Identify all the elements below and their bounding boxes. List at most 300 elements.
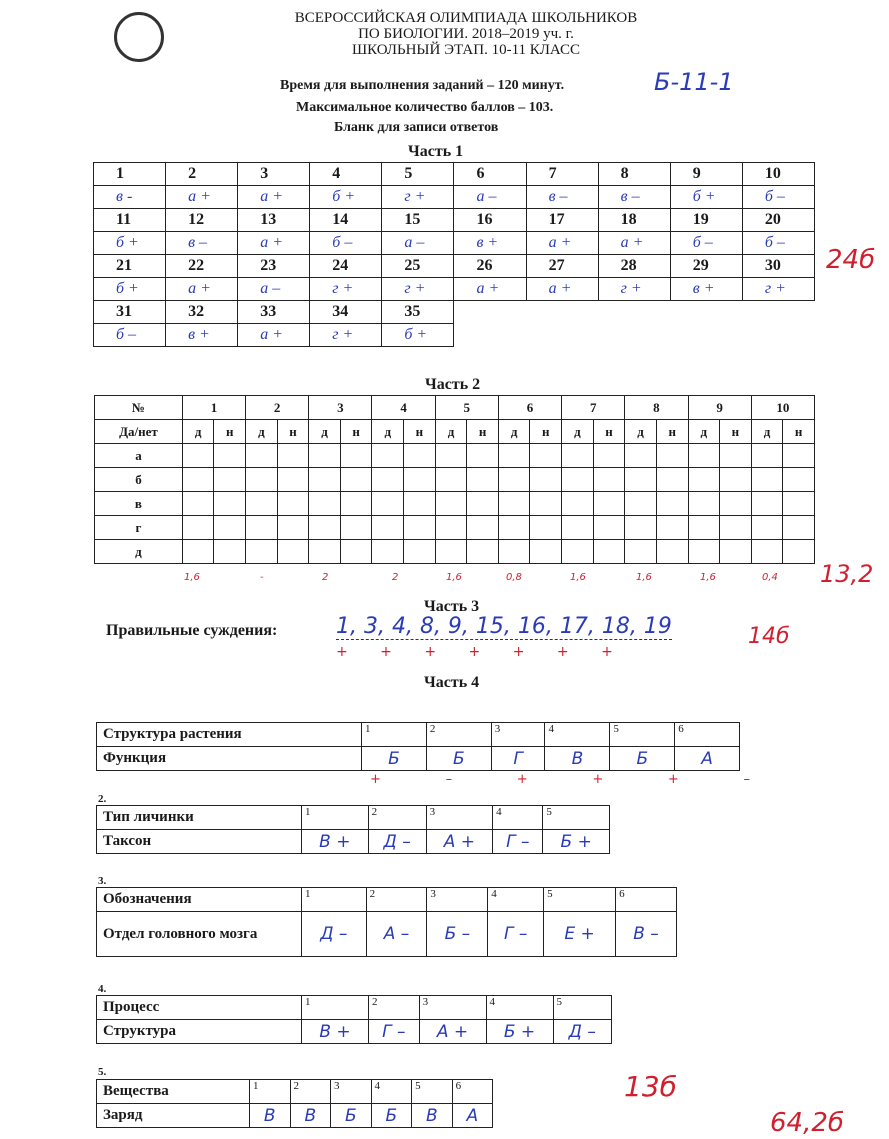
answer-cell: а +	[598, 232, 670, 255]
mark: –	[445, 772, 453, 787]
mark-cell	[372, 516, 404, 540]
no-col: н	[340, 420, 372, 444]
answer-cell: Б +	[543, 830, 610, 854]
answer-cell: Д –	[302, 912, 367, 957]
mark-cell	[214, 468, 246, 492]
num-cell: 5	[412, 1080, 453, 1104]
col-header: 1	[182, 396, 245, 420]
answer-cell: В +	[302, 1020, 369, 1044]
q-num: 30	[742, 255, 814, 278]
mark-cell	[340, 492, 372, 516]
answer-cell: Б	[426, 747, 491, 771]
q-num: 7	[526, 163, 598, 186]
mark-cell	[625, 468, 657, 492]
mark-cell	[562, 516, 594, 540]
mark-cell	[404, 516, 436, 540]
mark-cell	[309, 468, 341, 492]
part3-title: Часть 3	[424, 598, 480, 615]
q-num: 17	[526, 209, 598, 232]
answer-cell: б +	[382, 324, 454, 347]
num-cell: 3	[419, 996, 486, 1020]
num-cell: 1	[362, 723, 427, 747]
mark-cell	[562, 540, 594, 564]
mark-cell	[246, 468, 278, 492]
part3-label: Правильные суждения:	[106, 622, 278, 639]
score: 0,4	[762, 572, 778, 583]
grand-total: 64,2б	[770, 1108, 844, 1138]
mark-cell	[246, 492, 278, 516]
mark-cell	[246, 540, 278, 564]
mark-cell	[404, 540, 436, 564]
max-score: Максимальное количество баллов – 103.	[296, 100, 554, 115]
answer-cell: а +	[238, 186, 310, 209]
num-cell: 3	[426, 806, 493, 830]
yes-col: д	[372, 420, 404, 444]
q-num: 22	[166, 255, 238, 278]
no-col: н	[214, 420, 246, 444]
row-label: Заряд	[97, 1104, 250, 1128]
mark-cell	[720, 468, 752, 492]
q-num: 18	[598, 209, 670, 232]
q-num: 4	[310, 163, 382, 186]
mark-cell	[593, 444, 625, 468]
answer-cell: а +	[166, 186, 238, 209]
mark-cell	[182, 540, 214, 564]
mark-cell	[720, 444, 752, 468]
answer-cell: в +	[670, 278, 742, 301]
mark-cell	[182, 516, 214, 540]
num-cell: 6	[675, 723, 740, 747]
task-index: 3.	[98, 875, 107, 887]
row-label: Процесс	[97, 996, 302, 1020]
part4-task-table	[96, 1079, 493, 1128]
mark-cell	[656, 468, 688, 492]
row-label: в	[95, 492, 183, 516]
answer-cell: Г –	[369, 1020, 420, 1044]
num-cell: 4	[486, 996, 553, 1020]
answer-cell: А +	[419, 1020, 486, 1044]
col-header: 6	[498, 396, 561, 420]
answer-cell: а +	[238, 232, 310, 255]
answer-cell: а –	[454, 186, 526, 209]
col-header: 3	[309, 396, 372, 420]
mark-cell	[656, 540, 688, 564]
q-num: 5	[382, 163, 454, 186]
answer-cell: б +	[670, 186, 742, 209]
answer-cell: а +	[526, 232, 598, 255]
num-cell: 3	[331, 1080, 372, 1104]
answer-cell: а +	[526, 278, 598, 301]
mark-cell	[404, 492, 436, 516]
col-header: 2	[246, 396, 309, 420]
score: 1,6	[700, 572, 716, 583]
yes-col: д	[562, 420, 594, 444]
score: 0,8	[506, 572, 522, 583]
num-cell: 2	[426, 723, 491, 747]
q-num: 27	[526, 255, 598, 278]
num-cell: 2	[369, 996, 420, 1020]
mark-cell	[246, 444, 278, 468]
answer-cell: б –	[310, 232, 382, 255]
mark-cell	[751, 516, 783, 540]
mark: +	[667, 772, 679, 787]
num-cell: 2	[290, 1080, 331, 1104]
num-cell: 3	[427, 888, 488, 912]
q-num: 28	[598, 255, 670, 278]
score: 2	[392, 572, 399, 583]
answer-cell: в -	[94, 186, 166, 209]
task-index: 2.	[98, 793, 107, 805]
no-col: н	[593, 420, 625, 444]
yn-header: Да/нет	[95, 420, 183, 444]
mark-cell	[277, 516, 309, 540]
num-cell: 6	[616, 888, 677, 912]
answer-cell: Г –	[493, 830, 543, 854]
header-title: ВСЕРОССИЙСКАЯ ОЛИМПИАДА ШКОЛЬНИКОВ ПО БИОЛОГИИ. 2018–2019 уч. г. ШКОЛЬНЫЙ ЭТАП. 10-11 КЛАСС	[294, 10, 638, 58]
answer-sheet-title: Бланк для записи ответов	[334, 120, 499, 135]
part4-task-table	[96, 995, 612, 1044]
num-header: №	[95, 396, 183, 420]
mark: +	[370, 772, 381, 787]
mark-cell	[530, 444, 562, 468]
part2-scores	[180, 572, 820, 586]
q-num: 31	[94, 301, 166, 324]
mark-cell	[751, 540, 783, 564]
mark-cell	[656, 444, 688, 468]
part3-marks: + + + + + + +	[336, 644, 627, 660]
mark-cell	[214, 540, 246, 564]
mark-cell	[593, 492, 625, 516]
part2-table	[94, 395, 815, 564]
row-label: Таксон	[97, 830, 302, 854]
part4-title: Часть 4	[424, 674, 480, 691]
mark-cell	[435, 540, 467, 564]
num-cell: 1	[302, 996, 369, 1020]
part4-task-table	[96, 722, 740, 771]
mark-cell	[214, 516, 246, 540]
mark-cell	[498, 444, 530, 468]
answer-cell: В	[250, 1104, 291, 1128]
row-label: Вещества	[97, 1080, 250, 1104]
answer-cell: а –	[238, 278, 310, 301]
q-num: 11	[94, 209, 166, 232]
q-num: 33	[238, 301, 310, 324]
answer-cell: г +	[310, 324, 382, 347]
mark-cell	[214, 444, 246, 468]
part4-task-table	[96, 805, 610, 854]
mark-cell	[562, 444, 594, 468]
num-cell: 5	[543, 806, 610, 830]
part3-answer: 1, 3, 4, 8, 9, 15, 16, 17, 18, 19	[336, 614, 672, 639]
variant-code: Б-11-1	[654, 68, 734, 96]
row-label: а	[95, 444, 183, 468]
yes-col: д	[309, 420, 341, 444]
mark-cell	[435, 492, 467, 516]
num-cell: 1	[302, 806, 369, 830]
part1-title: Часть 1	[408, 143, 464, 160]
answer-cell: б +	[310, 186, 382, 209]
mark-cell	[562, 492, 594, 516]
num-cell: 2	[366, 888, 427, 912]
num-cell: 5	[553, 996, 611, 1020]
mark-cell	[783, 516, 815, 540]
no-col: н	[656, 420, 688, 444]
mark-cell	[467, 468, 499, 492]
answer-cell: В	[545, 747, 610, 771]
yes-col: д	[688, 420, 720, 444]
row-label: Структура	[97, 1020, 302, 1044]
mark-cell	[277, 444, 309, 468]
mark-cell	[498, 540, 530, 564]
answer-cell: б –	[670, 232, 742, 255]
yes-col: д	[246, 420, 278, 444]
q-num: 29	[670, 255, 742, 278]
empty-area	[454, 324, 815, 347]
q-num: 8	[598, 163, 670, 186]
task-index: 5.	[98, 1066, 107, 1078]
answer-cell: а –	[382, 232, 454, 255]
score: 1,6	[570, 572, 586, 583]
answer-cell: В –	[616, 912, 677, 957]
olympiad-emblem	[114, 12, 164, 62]
q-num: 14	[310, 209, 382, 232]
mark-cell	[783, 540, 815, 564]
q-num: 23	[238, 255, 310, 278]
col-header: 7	[562, 396, 625, 420]
answer-cell: Г –	[488, 912, 544, 957]
mark: +	[516, 772, 528, 787]
num-cell: 4	[545, 723, 610, 747]
mark-cell	[340, 540, 372, 564]
answer-cell: В	[412, 1104, 453, 1128]
answer-cell: б +	[94, 278, 166, 301]
mark-cell	[783, 444, 815, 468]
mark-cell	[246, 516, 278, 540]
part2-total: 13,2	[820, 560, 874, 588]
yes-col: д	[435, 420, 467, 444]
answer-cell: Б	[610, 747, 675, 771]
mark-cell	[467, 540, 499, 564]
num-cell: 1	[250, 1080, 291, 1104]
q-num: 2	[166, 163, 238, 186]
mark-cell	[435, 444, 467, 468]
time-limit: Время для выполнения заданий – 120 минут.	[280, 78, 565, 93]
mark-cell	[530, 540, 562, 564]
mark-cell	[277, 492, 309, 516]
mark-cell	[688, 444, 720, 468]
q-num: 13	[238, 209, 310, 232]
mark: +	[592, 772, 604, 787]
mark-cell	[372, 468, 404, 492]
q-num: 1	[94, 163, 166, 186]
row-label: г	[95, 516, 183, 540]
answer-cell: б –	[742, 186, 814, 209]
mark-cell	[625, 540, 657, 564]
answer-cell: В	[290, 1104, 331, 1128]
answer-cell: Б	[331, 1104, 372, 1128]
score: 2	[322, 572, 329, 583]
q-num: 32	[166, 301, 238, 324]
col-header: 9	[688, 396, 751, 420]
mark-cell	[720, 540, 752, 564]
q-num: 19	[670, 209, 742, 232]
answer-cell: Д –	[368, 830, 426, 854]
row-label: Отдел головного мозга	[97, 912, 302, 957]
mark-cell	[688, 540, 720, 564]
answer-cell: Д –	[553, 1020, 611, 1044]
mark-cell	[498, 492, 530, 516]
mark-cell	[720, 516, 752, 540]
row-label: Структура растения	[97, 723, 362, 747]
row-label: Обозначения	[97, 888, 302, 912]
mark-cell	[277, 540, 309, 564]
mark-cell	[182, 444, 214, 468]
answer-cell: г +	[742, 278, 814, 301]
mark-cell	[372, 444, 404, 468]
part4-score: 13б	[624, 1070, 677, 1103]
mark-cell	[467, 492, 499, 516]
part1-table	[93, 162, 815, 347]
mark-cell	[404, 468, 436, 492]
task-index: 4.	[98, 983, 107, 995]
score: -	[260, 572, 264, 583]
answer-cell: А +	[426, 830, 493, 854]
mark-cell	[309, 444, 341, 468]
answer-cell: Е +	[544, 912, 616, 957]
q-num: 3	[238, 163, 310, 186]
mark-cell	[783, 468, 815, 492]
num-cell: 4	[371, 1080, 412, 1104]
no-col: н	[783, 420, 815, 444]
no-col: н	[404, 420, 436, 444]
answer-cell: Б	[371, 1104, 412, 1128]
num-cell: 5	[544, 888, 616, 912]
mark-cell	[498, 468, 530, 492]
yes-col: д	[498, 420, 530, 444]
mark-cell	[340, 516, 372, 540]
answer-cell: а +	[454, 278, 526, 301]
answer-cell: г +	[382, 186, 454, 209]
mark-cell	[309, 540, 341, 564]
q-num: 24	[310, 255, 382, 278]
q-num: 15	[382, 209, 454, 232]
mark-cell	[435, 516, 467, 540]
part3-score: 14б	[748, 624, 790, 649]
mark-cell	[182, 492, 214, 516]
q-num: 34	[310, 301, 382, 324]
mark-cell	[783, 492, 815, 516]
answer-cell: в –	[166, 232, 238, 255]
answer-cell: в +	[166, 324, 238, 347]
yes-col: д	[182, 420, 214, 444]
mark-cell	[467, 516, 499, 540]
score: 1,6	[446, 572, 462, 583]
mark-cell	[340, 444, 372, 468]
yes-col: д	[751, 420, 783, 444]
answer-cell: Б	[362, 747, 427, 771]
answer-cell: г +	[382, 278, 454, 301]
score: 1,6	[184, 572, 200, 583]
mark-cell	[593, 468, 625, 492]
score: 1,6	[636, 572, 652, 583]
col-header: 8	[625, 396, 688, 420]
answer-cell: в +	[454, 232, 526, 255]
row-label: Тип личинки	[97, 806, 302, 830]
row-label: б	[95, 468, 183, 492]
answer-cell: Б –	[427, 912, 488, 957]
no-col: н	[277, 420, 309, 444]
row-label: Функция	[97, 747, 362, 771]
mark-cell	[688, 468, 720, 492]
answer-cell: Б +	[486, 1020, 553, 1044]
num-cell: 5	[610, 723, 675, 747]
mark-cell	[593, 540, 625, 564]
mark-cell	[404, 444, 436, 468]
col-header: 4	[372, 396, 435, 420]
answer-cell: г +	[598, 278, 670, 301]
num-cell: 6	[452, 1080, 492, 1104]
answer-cell: г +	[310, 278, 382, 301]
mark-cell	[498, 516, 530, 540]
mark-cell	[720, 492, 752, 516]
part2-title: Часть 2	[425, 376, 481, 393]
mark-cell	[625, 516, 657, 540]
answer-cell: В +	[302, 830, 369, 854]
q-num: 6	[454, 163, 526, 186]
mark-cell	[309, 516, 341, 540]
mark-cell	[467, 444, 499, 468]
mark-cell	[751, 468, 783, 492]
mark-cell	[688, 492, 720, 516]
part1-score: 24б	[826, 245, 876, 275]
col-header: 5	[435, 396, 498, 420]
row-label: д	[95, 540, 183, 564]
mark-cell	[530, 468, 562, 492]
mark-cell	[435, 468, 467, 492]
mark-cell	[656, 516, 688, 540]
answer-cell: а +	[238, 324, 310, 347]
q-num: 25	[382, 255, 454, 278]
q-num: 21	[94, 255, 166, 278]
answer-cell: в –	[526, 186, 598, 209]
q-num: 26	[454, 255, 526, 278]
mark-cell	[688, 516, 720, 540]
mark-cell	[340, 468, 372, 492]
q-num: 35	[382, 301, 454, 324]
num-cell: 1	[302, 888, 367, 912]
num-cell: 2	[368, 806, 426, 830]
answer-cell: в –	[598, 186, 670, 209]
col-header: 10	[751, 396, 814, 420]
mark-cell	[277, 468, 309, 492]
answer-cell: Г	[491, 747, 545, 771]
answer-cell: А	[452, 1104, 492, 1128]
mark: –	[743, 772, 750, 787]
mark-cell	[656, 492, 688, 516]
mark-cell	[530, 492, 562, 516]
mark-cell	[625, 444, 657, 468]
q-num: 9	[670, 163, 742, 186]
mark-cell	[372, 540, 404, 564]
part4-task-table	[96, 887, 677, 957]
q-num: 10	[742, 163, 814, 186]
answer-cell: б –	[742, 232, 814, 255]
num-cell: 3	[491, 723, 545, 747]
mark-cell	[593, 516, 625, 540]
answer-cell: б +	[94, 232, 166, 255]
answer-cell: а +	[166, 278, 238, 301]
q-num: 20	[742, 209, 814, 232]
